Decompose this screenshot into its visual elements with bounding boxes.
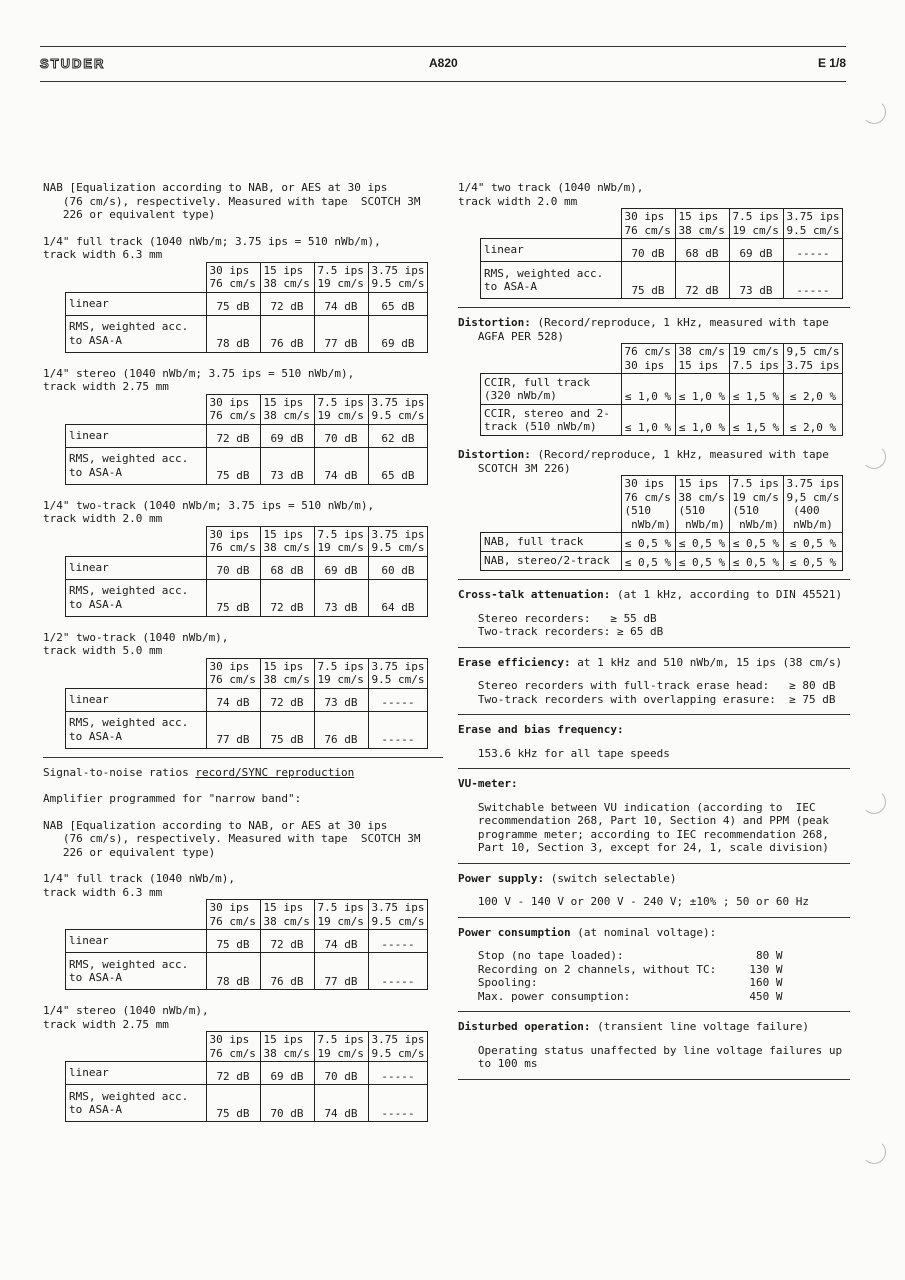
column-header: 38 cm/s 15 ips xyxy=(675,344,729,374)
section-label: Power consumption xyxy=(458,925,571,939)
divider xyxy=(458,917,850,918)
table-title: 1/4" stereo (1040 nWb/m; 3.75 ips = 510 nWb/m), track width 2.75 mm xyxy=(43,366,355,393)
erase-heading xyxy=(458,656,850,670)
disturbed-body: Operating status unaffected by line voltage failures up to 100 ms xyxy=(477,1043,843,1070)
row-label: NAB, stereo/2-track xyxy=(481,552,622,571)
value-cell: 77 dB xyxy=(206,711,260,748)
value-cell: 68 dB xyxy=(260,556,314,579)
punch-hole-mark xyxy=(862,445,886,469)
spec-table-block xyxy=(43,631,443,749)
vu-body: Switchable between VU indication (according to IEC recommendation 268, Part 10, Section 4) and PPM (peak programme meter; according to IEC recommendation 268, Part 10, Section 3, except for 24, 1, scale division) xyxy=(477,800,829,854)
spec-table-block xyxy=(43,872,443,990)
nab-intro: NAB [Equalization according to NAB, or AES at 30 ips (76 cm/s), respectively. Measured with tape SCOTCH 3M 226 or equivalent type) xyxy=(43,181,421,221)
table-title: 1/4" full track (1040 nWb/m), track width 6.3 mm xyxy=(43,872,236,899)
spec-table-block xyxy=(43,1004,443,1122)
divider xyxy=(458,863,850,864)
table-row xyxy=(66,711,428,748)
spec-table xyxy=(65,658,428,749)
page-header xyxy=(40,46,846,82)
value-cell: ----- xyxy=(368,1085,428,1122)
value-cell: 74 dB xyxy=(314,930,368,953)
consumption-heading xyxy=(458,926,850,940)
column-header: 15 ips 38 cm/s xyxy=(260,900,314,930)
column-header: 7.5 ips 19 cm/s xyxy=(314,526,368,556)
column-header: 3.75 ips 9,5 cm/s (400 nWb/m) xyxy=(783,476,843,533)
snr-tables xyxy=(43,235,443,749)
spec-table xyxy=(480,343,843,436)
value-cell: 75 dB xyxy=(206,930,260,953)
column-header: 3.75 ips 9.5 cm/s xyxy=(368,394,428,424)
value-cell: 76 dB xyxy=(260,315,314,352)
column-header: 76 cm/s 30 ips xyxy=(621,344,675,374)
value-cell: 72 dB xyxy=(260,688,314,711)
value-cell: 70 dB xyxy=(314,1062,368,1085)
column-header: 7.5 ips 19 cm/s xyxy=(314,1032,368,1062)
spec-table xyxy=(65,899,428,990)
value-cell: 62 dB xyxy=(368,424,428,447)
punch-hole-mark xyxy=(862,790,886,814)
value-cell: 68 dB xyxy=(675,239,729,262)
value-cell: ≤ 1,0 % xyxy=(675,405,729,436)
section-desc: at 1 kHz and 510 nWb/m, 15 ips (38 cm/s) xyxy=(570,655,843,669)
table-title: 1/4" two track (1040 nWb/m), track width 2.0 mm xyxy=(458,181,644,208)
value-cell: ≤ 2,0 % xyxy=(783,405,843,436)
spec-table xyxy=(65,394,428,485)
right-column xyxy=(458,181,850,1088)
row-label: linear xyxy=(66,688,207,711)
column-header: 30 ips 76 cm/s xyxy=(206,1032,260,1062)
value-cell: 72 dB xyxy=(675,262,729,299)
section-label: Erase and bias frequency: xyxy=(458,723,624,736)
column-header: 15 ips 38 cm/s xyxy=(260,394,314,424)
row-label: RMS, weighted acc. to ASA-A xyxy=(66,447,207,484)
divider xyxy=(458,768,850,769)
value-cell: 70 dB xyxy=(260,1085,314,1122)
column-header: 15 ips 38 cm/s (510 nWb/m) xyxy=(675,476,729,533)
section-desc: (transient line voltage failure) xyxy=(590,1020,809,1033)
table-row xyxy=(66,556,428,579)
blank-cell xyxy=(66,394,207,424)
amp-note: Amplifier programmed for "narrow band": xyxy=(43,792,302,805)
row-label: RMS, weighted acc. to ASA-A xyxy=(66,711,207,748)
column-header: 3.75 ips 9.5 cm/s xyxy=(368,262,428,292)
value-cell: ----- xyxy=(783,239,843,262)
table-row xyxy=(66,1085,428,1122)
nab-intro-2: NAB [Equalization according to NAB, or AES at 30 ips (76 cm/s), respectively. Measured with tape SCOTCH 3M 226 or equivalent type) xyxy=(43,818,421,859)
value-cell: 75 dB xyxy=(206,1085,260,1122)
spec-table-block xyxy=(458,181,850,299)
studer-logo: STUDER xyxy=(40,56,106,71)
column-header: 9,5 cm/s 3.75 ips xyxy=(783,344,843,374)
value-cell: 75 dB xyxy=(206,447,260,484)
value-cell: 77 dB xyxy=(314,953,368,990)
value-cell: 70 dB xyxy=(314,424,368,447)
value-cell: 78 dB xyxy=(206,315,260,352)
model-name: A820 xyxy=(429,56,458,70)
value-cell: ----- xyxy=(368,711,428,748)
value-cell: 73 dB xyxy=(729,262,783,299)
distortion-agfa-table xyxy=(458,343,850,436)
value-cell: ≤ 1,5 % xyxy=(729,405,783,436)
vu-heading xyxy=(458,777,850,791)
table-title: 1/4" stereo (1040 nWb/m), track width 2.75 mm xyxy=(43,1004,209,1031)
table-row xyxy=(481,374,843,405)
distortion-label: Distortion: xyxy=(458,316,531,329)
column-header: 30 ips 76 cm/s xyxy=(206,658,260,688)
spec-table-block xyxy=(458,475,850,571)
row-label: linear xyxy=(66,1062,207,1085)
value-cell: 70 dB xyxy=(206,556,260,579)
value-cell: 72 dB xyxy=(260,579,314,616)
value-cell: 72 dB xyxy=(260,292,314,315)
table-row xyxy=(66,688,428,711)
value-cell: ≤ 0,5 % xyxy=(621,533,675,552)
row-label: RMS, weighted acc. to ASA-A xyxy=(66,1085,207,1122)
column-header: 3.75 ips 9.5 cm/s xyxy=(368,526,428,556)
divider xyxy=(43,757,443,758)
value-cell: ----- xyxy=(368,930,428,953)
value-cell: ≤ 0,5 % xyxy=(675,552,729,571)
value-cell: 69 dB xyxy=(368,315,428,352)
value-cell: 75 dB xyxy=(621,262,675,299)
blank-cell xyxy=(481,476,622,533)
divider xyxy=(458,307,850,308)
column-header: 7.5 ips 19 cm/s xyxy=(314,394,368,424)
punch-hole-mark xyxy=(862,100,886,124)
value-cell: 76 dB xyxy=(260,953,314,990)
row-label: RMS, weighted acc. to ASA-A xyxy=(66,953,207,990)
section-label: Power supply: xyxy=(458,871,545,885)
table-row xyxy=(481,533,843,552)
distortion-scotch-heading xyxy=(458,448,850,475)
column-header: 7.5 ips 19 cm/s (510 nWb/m) xyxy=(729,476,783,533)
value-cell: 72 dB xyxy=(260,930,314,953)
spec-table-block xyxy=(458,343,850,436)
value-cell: ----- xyxy=(368,688,428,711)
column-header: 3.75 ips 9.5 cm/s xyxy=(783,209,843,239)
column-header: 15 ips 38 cm/s xyxy=(260,262,314,292)
disturbed-heading xyxy=(458,1020,850,1034)
punch-hole-mark xyxy=(862,1140,886,1164)
column-header: 7.5 ips 19 cm/s xyxy=(729,209,783,239)
section-desc: (at nominal voltage): xyxy=(570,925,717,939)
value-cell: ≤ 1,0 % xyxy=(621,405,675,436)
snr-heading-text: Signal-to-noise ratios xyxy=(43,765,196,779)
row-label: RMS, weighted acc. to ASA-A xyxy=(66,579,207,616)
row-label: CCIR, full track (320 nWb/m) xyxy=(481,374,622,405)
value-cell: 74 dB xyxy=(314,447,368,484)
value-cell: 65 dB xyxy=(368,292,428,315)
value-cell: ≤ 0,5 % xyxy=(729,533,783,552)
column-header: 7.5 ips 19 cm/s xyxy=(314,658,368,688)
row-label: linear xyxy=(481,239,622,262)
column-header: 30 ips 76 cm/s xyxy=(206,526,260,556)
divider xyxy=(458,1011,850,1012)
row-label: linear xyxy=(66,556,207,579)
section-desc: (switch selectable) xyxy=(544,871,677,885)
column-header: 3.75 ips 9.5 cm/s xyxy=(368,1032,428,1062)
row-label: RMS, weighted acc. to ASA-A xyxy=(66,315,207,352)
value-cell: 72 dB xyxy=(206,1062,260,1085)
table-row xyxy=(66,579,428,616)
blank-cell xyxy=(66,1032,207,1062)
spec-table xyxy=(480,475,843,571)
spec-table xyxy=(65,1031,428,1122)
value-cell: 74 dB xyxy=(206,688,260,711)
value-cell: 69 dB xyxy=(260,424,314,447)
value-cell: 73 dB xyxy=(314,579,368,616)
table-title: 1/4" full track (1040 nWb/m; 3.75 ips = 510 nWb/m), track width 6.3 mm xyxy=(43,234,381,261)
table-row xyxy=(66,953,428,990)
row-label: linear xyxy=(66,292,207,315)
column-header: 30 ips 76 cm/s xyxy=(206,900,260,930)
value-cell: ----- xyxy=(368,1062,428,1085)
value-cell: 74 dB xyxy=(314,1085,368,1122)
distortion-desc: (Record/reproduce, 1 kHz, measured with tape SCOTCH 3M 226) xyxy=(477,448,829,475)
snr-heading-underlined: record/SYNC reproduction xyxy=(195,765,355,779)
value-cell: 78 dB xyxy=(206,953,260,990)
value-cell: ≤ 2,0 % xyxy=(783,374,843,405)
value-cell: ----- xyxy=(368,953,428,990)
consumption-body: Stop (no tape loaded): 80 W Recording on 2 channels, without TC: 130 W Spooling: 160 W Max. power consumption: 450 W xyxy=(477,949,783,1003)
divider xyxy=(458,579,850,580)
spec-table xyxy=(65,262,428,353)
blank-cell xyxy=(481,344,622,374)
value-cell: 70 dB xyxy=(621,239,675,262)
column-header: 7.5 ips 19 cm/s xyxy=(314,900,368,930)
row-label: NAB, full track xyxy=(481,533,622,552)
blank-cell xyxy=(66,900,207,930)
value-cell: ≤ 0,5 % xyxy=(783,533,843,552)
value-cell: 60 dB xyxy=(368,556,428,579)
distortion-label: Distortion: xyxy=(458,448,531,461)
blank-cell xyxy=(481,209,622,239)
table-row xyxy=(481,239,843,262)
column-header: 30 ips 76 cm/s xyxy=(621,209,675,239)
crosstalk-body: Stereo recorders: ≥ 55 dB Two-track recorders: ≥ 65 dB xyxy=(477,611,664,638)
table-row xyxy=(66,930,428,953)
value-cell: ≤ 0,5 % xyxy=(729,552,783,571)
table-row xyxy=(66,315,428,352)
row-label: RMS, weighted acc. to ASA-A xyxy=(481,262,622,299)
column-header: 15 ips 38 cm/s xyxy=(675,209,729,239)
value-cell: ≤ 1,0 % xyxy=(675,374,729,405)
page-number: E 1/8 xyxy=(817,56,846,70)
blank-cell xyxy=(66,658,207,688)
value-cell: 77 dB xyxy=(314,315,368,352)
distortion-scotch-table xyxy=(458,475,850,571)
left-column xyxy=(43,181,443,1122)
section-label: Erase efficiency: xyxy=(458,655,571,669)
spec-sections xyxy=(458,579,850,1080)
column-header: 7.5 ips 19 cm/s xyxy=(314,262,368,292)
spec-table-block xyxy=(43,499,443,617)
spec-table-block xyxy=(43,367,443,485)
crosstalk-heading xyxy=(458,588,850,602)
column-header: 15 ips 38 cm/s xyxy=(260,526,314,556)
column-header: 15 ips 38 cm/s xyxy=(260,1032,314,1062)
spec-table xyxy=(65,526,428,617)
value-cell: ≤ 0,5 % xyxy=(621,552,675,571)
bias-body: 153.6 kHz for all tape speeds xyxy=(458,746,670,760)
table-title: 1/4" two-track (1040 nWb/m; 3.75 ips = 510 nWb/m), track width 2.0 mm xyxy=(43,498,375,525)
distortion-desc: (Record/reproduce, 1 kHz, measured with tape AGFA PER 528) xyxy=(477,316,829,343)
table-row xyxy=(66,1062,428,1085)
value-cell: 65 dB xyxy=(368,447,428,484)
value-cell: ≤ 1,0 % xyxy=(621,374,675,405)
divider xyxy=(458,647,850,648)
row-label: CCIR, stereo and 2- track (510 nWb/m) xyxy=(481,405,622,436)
erase-body: Stereo recorders with full-track erase head: ≥ 80 dB Two-track recorders with overlapping erasure: ≥ 75 dB xyxy=(477,679,836,706)
table-row xyxy=(481,552,843,571)
divider xyxy=(458,714,850,715)
column-header: 3.75 ips 9.5 cm/s xyxy=(368,900,428,930)
table-row xyxy=(66,447,428,484)
value-cell: 69 dB xyxy=(260,1062,314,1085)
column-header: 15 ips 38 cm/s xyxy=(260,658,314,688)
blank-cell xyxy=(66,262,207,292)
value-cell: 72 dB xyxy=(206,424,260,447)
distortion-agfa-heading xyxy=(458,316,850,343)
supply-heading xyxy=(458,872,850,886)
table-title: 1/2" two-track (1040 nWb/m), track width 5.0 mm xyxy=(43,630,229,657)
value-cell: ----- xyxy=(783,262,843,299)
bias-heading xyxy=(458,723,850,737)
section-label: Cross-talk attenuation: xyxy=(458,588,611,601)
snr-sync-tables xyxy=(43,872,443,1122)
column-header: 3.75 ips 9.5 cm/s xyxy=(368,658,428,688)
spec-table xyxy=(480,208,843,299)
value-cell: 73 dB xyxy=(260,447,314,484)
column-header: 19 cm/s 7.5 ips xyxy=(729,344,783,374)
row-label: linear xyxy=(66,424,207,447)
value-cell: 75 dB xyxy=(206,292,260,315)
value-cell: 74 dB xyxy=(314,292,368,315)
column-header: 30 ips 76 cm/s (510 nWb/m) xyxy=(621,476,675,533)
value-cell: ≤ 1,5 % xyxy=(729,374,783,405)
value-cell: 64 dB xyxy=(368,579,428,616)
value-cell: 69 dB xyxy=(314,556,368,579)
value-cell: 75 dB xyxy=(260,711,314,748)
section-desc: (at 1 kHz, according to DIN 45521) xyxy=(610,588,843,601)
section-label: Disturbed operation: xyxy=(458,1020,591,1033)
value-cell: 75 dB xyxy=(206,579,260,616)
supply-body: 100 V - 140 V or 200 V - 240 V; ±10% ; 50 or 60 Hz xyxy=(458,895,809,908)
column-header: 30 ips 76 cm/s xyxy=(206,262,260,292)
spec-table-block xyxy=(43,235,443,353)
value-cell: 73 dB xyxy=(314,688,368,711)
table-row xyxy=(481,262,843,299)
table-row xyxy=(66,424,428,447)
snr-heading xyxy=(43,766,443,780)
section-label: VU-meter: xyxy=(458,777,518,790)
table-row xyxy=(481,405,843,436)
row-label: linear xyxy=(66,930,207,953)
table-row xyxy=(66,292,428,315)
column-header: 30 ips 76 cm/s xyxy=(206,394,260,424)
value-cell: 69 dB xyxy=(729,239,783,262)
two-track-table xyxy=(458,181,850,299)
value-cell: 76 dB xyxy=(314,711,368,748)
blank-cell xyxy=(66,526,207,556)
value-cell: ≤ 0,5 % xyxy=(675,533,729,552)
value-cell: ≤ 0,5 % xyxy=(783,552,843,571)
divider xyxy=(458,1079,850,1080)
